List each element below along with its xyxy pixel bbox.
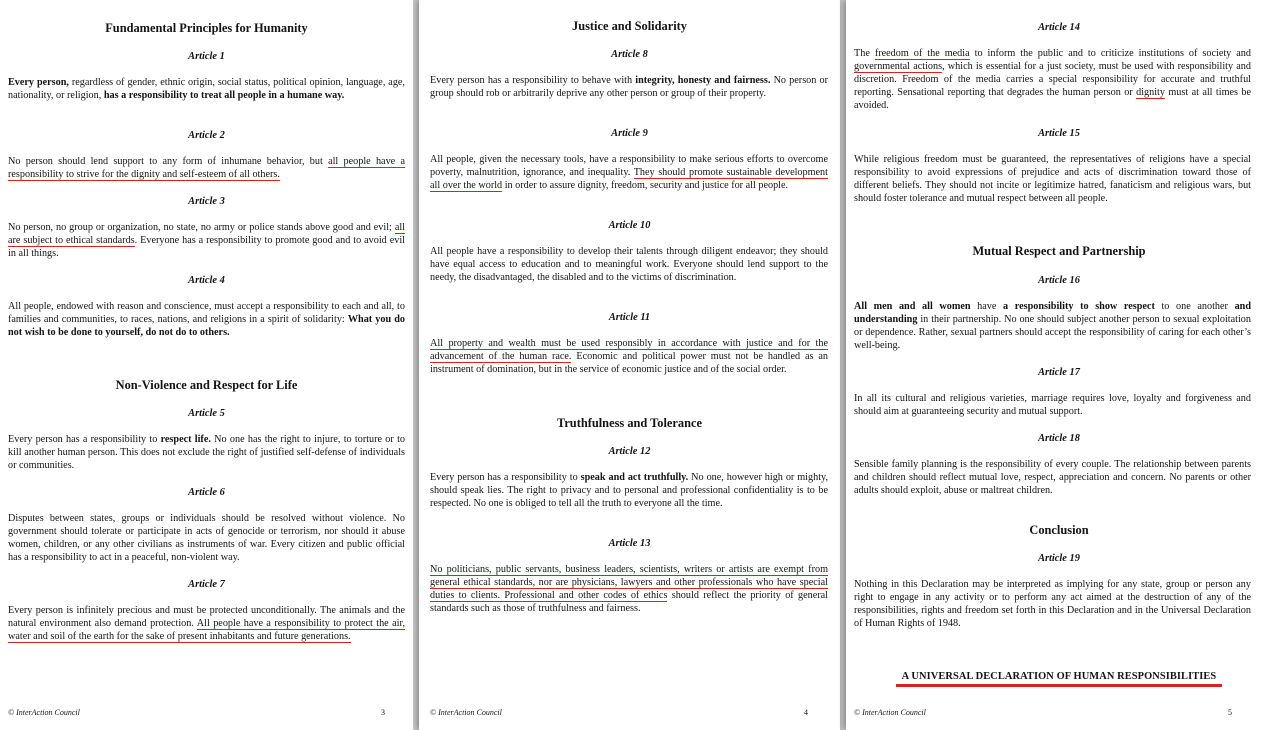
article-title: Article 10 bbox=[608, 220, 651, 231]
article-text: The freedom of the media to inform the public and to criticize institutions of society and governmental actions, which is essential for a just society, must be used with responsibility and discretion. Freedom of the media carries a special responsibility for accurate and truthful reporting. Sensational reporting that degrades the human person or dignity must at all times be avoided. bbox=[854, 48, 1251, 112]
article-title: Article 14 bbox=[1038, 22, 1080, 33]
highlight-underline: all people have a responsibility to strive for the dignity and self-esteem of all others. bbox=[8, 156, 405, 181]
highlight-underline: freedom of the media bbox=[874, 48, 970, 59]
section-heading: Conclusion bbox=[1029, 523, 1089, 537]
document-page-3 bbox=[0, 0, 413, 730]
highlight-underline: governmental actions bbox=[854, 61, 943, 73]
article-title: Article 15 bbox=[1038, 128, 1080, 139]
highlight-underline: all are subject to ethical standards bbox=[8, 222, 405, 247]
declaration-title: A UNIVERSAL DECLARATION OF HUMAN RESPONSIBILITIES bbox=[846, 670, 1272, 683]
article-text: Sensible family planning is the responsibility of every couple. The relationship between parents and children should reflect mutual love, respect, appreciation and concern. No parents or other adults should exploit, abuse or maltreat children. bbox=[854, 459, 1251, 497]
article-text: All people, endowed with reason and conscience, must accept a responsibility to each and all, to families and communities, to races, nations, and religions in a spirit of solidarity: What you do not wish to be done to yourself, do not do to others. bbox=[8, 301, 406, 339]
article-title: Article 12 bbox=[608, 446, 651, 457]
page-number: 5 bbox=[1228, 707, 1232, 717]
document-page-4 bbox=[419, 0, 840, 730]
section-heading: Truthfulness and Tolerance bbox=[556, 416, 703, 430]
highlight-underline: All property and wealth must be used responsibly in accordance with justice and for the advancement of the human race. bbox=[430, 338, 828, 363]
article-title: Article 2 bbox=[188, 130, 225, 141]
article-text: All men and all women have a responsibility to show respect to one another and understanding in their partnership. No one should subject another person to sexual exploitation or dependence. Rather, sexual partners should accept the responsibility of caring for each other’s well-being. bbox=[854, 301, 1251, 352]
footer-organization: © InterAction Council bbox=[854, 707, 926, 717]
article-text: Every person has a responsibility to respect life. No one has the right to injure, to torture or to kill another human person. This does not exclude the right of justified self-defense of individuals or communities. bbox=[8, 434, 405, 472]
article-title: Article 9 bbox=[611, 128, 648, 139]
section-heading: Mutual Respect and Partnership bbox=[972, 244, 1146, 258]
article-text: Every person has a responsibility to speak and act truthfully. No one, however high or mighty, should speak lies. The right to privacy and to personal and professional confidentiality is to be respected. No one is obliged to tell all the truth to everyone all the time. bbox=[430, 472, 829, 510]
article-text: All property and wealth must be used responsibly in accordance with justice and for the advancement of the human race. Economic and political power must not be handled as an instrument of domination, but in the service of economic justice and of the social order. bbox=[430, 338, 829, 376]
highlight-underline: All people have a responsibility to protect the air, water and soil of the earth for the sake of present inhabitants and future generations. bbox=[8, 618, 405, 643]
article-title: Article 11 bbox=[608, 312, 651, 323]
article-text: All people, given the necessary tools, have a responsibility to make serious efforts to overcome poverty, malnutrition, ignorance, and inequality. They should promote sustainable development all over the world in order to assure dignity, freedom, security and justice for all people. bbox=[430, 154, 828, 192]
article-text: No person, no group or organization, no state, no army or police stands above good and evil; all are subject to ethical standards. Everyone has a responsibility to promote good and to avoid evil in all things. bbox=[8, 222, 405, 260]
article-title: Article 5 bbox=[188, 408, 225, 419]
article-title: Article 7 bbox=[188, 579, 225, 590]
highlight-underline: No politicians, public servants, business leaders, scientists, writers or artists are exempt from general ethical standards, nor are physicians, lawyers and other professionals who have special duties to clients. Professional and other codes of ethics bbox=[430, 564, 828, 602]
article-title: Article 3 bbox=[188, 196, 225, 207]
article-text: Every person, regardless of gender, ethnic origin, social status, political opinion, language, age, nationality, or religion, has a responsibility to treat all people in a humane way. bbox=[8, 77, 405, 102]
article-text: In all its cultural and religious varieties, marriage requires love, loyalty and forgiveness and should aim at guaranteeing security and mutual support. bbox=[854, 393, 1251, 418]
article-text: All people have a responsibility to develop their talents through diligent endeavor; they should have equal access to education and to meaningful work. Everyone should lend support to the needy, the disadvantaged, the disabled and to the victims of discrimination. bbox=[430, 246, 828, 284]
footer-organization: © InterAction Council bbox=[8, 707, 80, 717]
article-text: Every person has a responsibility to behave with integrity, honesty and fairness. No person or group should rob or arbitrarily deprive any other person or group of their property. bbox=[430, 75, 828, 100]
highlight-underline: They should promote sustainable development all over the world bbox=[430, 167, 828, 192]
page-number: 4 bbox=[804, 707, 808, 717]
article-text: No person should lend support to any form of inhumane behavior, but all people have a responsibility to strive for the dignity and self-esteem of all others. bbox=[8, 156, 405, 181]
footer-organization: © InterAction Council bbox=[430, 707, 502, 717]
article-title: Article 1 bbox=[188, 51, 225, 62]
article-text: No politicians, public servants, business leaders, scientists, writers or artists are exempt from general ethical standards, nor are physicians, lawyers and other professionals who have special duties to clients. Professional and other codes of ethics should reflect the priority of general standards such as those of truthfulness and fairness. bbox=[430, 564, 828, 615]
article-title: Article 6 bbox=[188, 487, 225, 498]
article-text: Every person is infinitely precious and must be protected unconditionally. The animals and the natural environment also demand protection. All people have a responsibility to protect the air, water and soil of the earth for the sake of present inhabitants and future generations. bbox=[8, 605, 405, 643]
article-text: While religious freedom must be guaranteed, the representatives of religions have a special responsibility to avoid expressions of prejudice and acts of discrimination toward those of different beliefs. They should not incite or legitimize hatred, fanaticism and religious wars, but should foster tolerance and mutual respect between all people. bbox=[854, 154, 1251, 205]
article-title: Article 17 bbox=[1038, 367, 1080, 378]
section-heading: Non-Violence and Respect for Life bbox=[115, 378, 298, 392]
article-text: Nothing in this Declaration may be interpreted as implying for any state, group or person any right to engage in any activity or to perform any act aimed at the destruction of any of the responsibilities, rights and freedom set forth in this Declaration and in the Universal Declaration of Human Rights of 1948. bbox=[854, 579, 1251, 630]
document-page-5 bbox=[846, 0, 1272, 730]
article-title: Article 19 bbox=[1038, 553, 1080, 564]
article-title: Article 13 bbox=[608, 538, 651, 549]
highlight-underline: dignity bbox=[1136, 87, 1165, 99]
article-title: Article 16 bbox=[1038, 275, 1080, 286]
article-title: Article 8 bbox=[611, 49, 648, 60]
article-title: Article 18 bbox=[1038, 433, 1080, 444]
section-heading: Fundamental Principles for Humanity bbox=[105, 21, 308, 35]
article-text: Disputes between states, groups or individuals should be resolved without violence. No government should tolerate or participate in acts of genocide or terrorism, nor should it abuse women, children, or any other civilians as instruments of war. Every citizen and public official has a responsibility to act in a peaceful, non-violent way. bbox=[8, 513, 405, 564]
page-number: 3 bbox=[381, 707, 385, 717]
article-title: Article 4 bbox=[188, 275, 225, 286]
section-heading: Justice and Solidarity bbox=[572, 19, 687, 33]
